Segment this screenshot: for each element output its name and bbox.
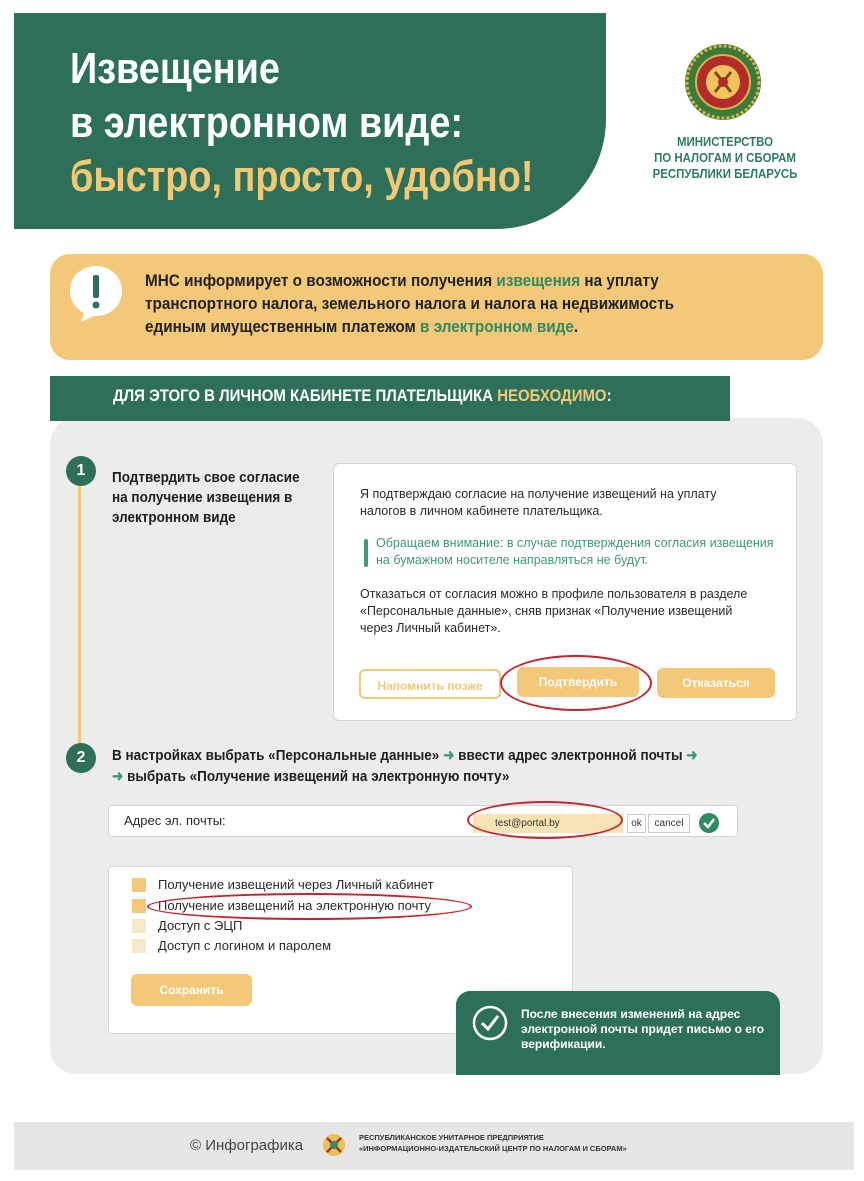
- publisher-name: РЕСПУБЛИКАНСКОЕ УНИТАРНОЕ ПРЕДПРИЯТИЕ «ИНФОРМАЦИОННО-ИЗДАТЕЛЬСКИЙ ЦЕНТР ПО НАЛОГАМ И СБОРАМ»: [359, 1133, 627, 1153]
- ministry-name: МИНИСТЕРСТВО ПО НАЛОГАМ И СБОРАМ РЕСПУБЛИКИ БЕЛАРУСЬ: [652, 134, 798, 181]
- step-number-1: 1: [66, 456, 96, 486]
- email-highlight-oval: [467, 801, 623, 839]
- consent-text: Я подтверждаю согласие на получение извещений на уплату налогов в личном кабинете плательщика.: [360, 487, 717, 518]
- exclamation-bubble-icon: [67, 264, 125, 324]
- confirm-button[interactable]: Подтвердить: [517, 667, 639, 697]
- footer-credit: © Инфографика: [190, 1137, 304, 1154]
- email-label: Адрес эл. почты:: [124, 813, 226, 828]
- option-label: Получение извещений на электронную почту: [158, 898, 431, 913]
- headline-line2: в электронном виде:: [70, 98, 464, 147]
- warning-marker-icon: [364, 539, 368, 567]
- email-input[interactable]: test@portal.by: [473, 814, 623, 833]
- section-title: ДЛЯ ЭТОГО В ЛИЧНОМ КАБИНЕТЕ ПЛАТЕЛЬЩИКА НЕОБХОДИМО:: [113, 386, 612, 405]
- checkbox-ecp[interactable]: [132, 919, 146, 933]
- ministry-emblem-icon: [683, 42, 763, 122]
- confirm-highlight-oval: [500, 655, 652, 711]
- remind-later-button[interactable]: Напомнить позже: [359, 669, 501, 699]
- option-label: Получение извещений через Личный кабинет: [158, 877, 434, 892]
- email-ok-button[interactable]: ok: [627, 814, 646, 833]
- option-label: Доступ с ЭЦП: [158, 918, 243, 933]
- save-button[interactable]: Сохранить: [131, 974, 252, 1006]
- checkbox-login[interactable]: [132, 939, 146, 953]
- steps-connector: [78, 470, 81, 760]
- arrow-right-icon: ➜: [443, 747, 455, 764]
- headline-line1: Извещение: [70, 44, 280, 93]
- step1-title: Подтвердить свое согласие на получение извещения в электронном виде: [112, 469, 300, 526]
- email-verified-icon: [699, 813, 719, 833]
- checkbox-cabinet[interactable]: [132, 878, 146, 892]
- warning-text: Обращаем внимание: в случае подтверждения согласия извещения на бумажном носителе направляться не будут.: [376, 536, 774, 567]
- refuse-button[interactable]: Отказаться: [657, 668, 775, 698]
- email-cancel-button[interactable]: cancel: [648, 814, 690, 833]
- info-text: МНС информирует о возможности получения извещения на уплату транспортного налога, земельного налога и налога на недвижимость единым имущественным платежом в электронном виде.: [145, 271, 675, 336]
- arrow-right-icon: ➜: [686, 747, 698, 764]
- verification-note: После внесения изменений на адрес электронной почты придет письмо о его верификации.: [521, 1007, 765, 1051]
- headline-line3: быстро, просто, удобно!: [70, 152, 534, 201]
- step-number-2: 2: [66, 743, 96, 773]
- email-option-highlight-oval: [147, 893, 472, 920]
- publisher-logo-icon: [319, 1130, 349, 1160]
- step2-instructions: В настройках выбрать «Персональные данные» ➜ ввести адрес электронной почты ➜ ➜ выбрать «Получение извещений на электронную почту»: [112, 747, 698, 785]
- arrow-right-icon: ➜: [112, 768, 124, 785]
- option-label: Доступ с логином и паролем: [158, 938, 332, 953]
- refuse-info-text: Отказаться от согласия можно в профиле пользователя в разделе «Персональные данные», сняв признак «Получение извещений через Личный кабинет».: [360, 587, 748, 635]
- checkbox-email[interactable]: [132, 899, 146, 913]
- check-circle-icon: [471, 1004, 509, 1042]
